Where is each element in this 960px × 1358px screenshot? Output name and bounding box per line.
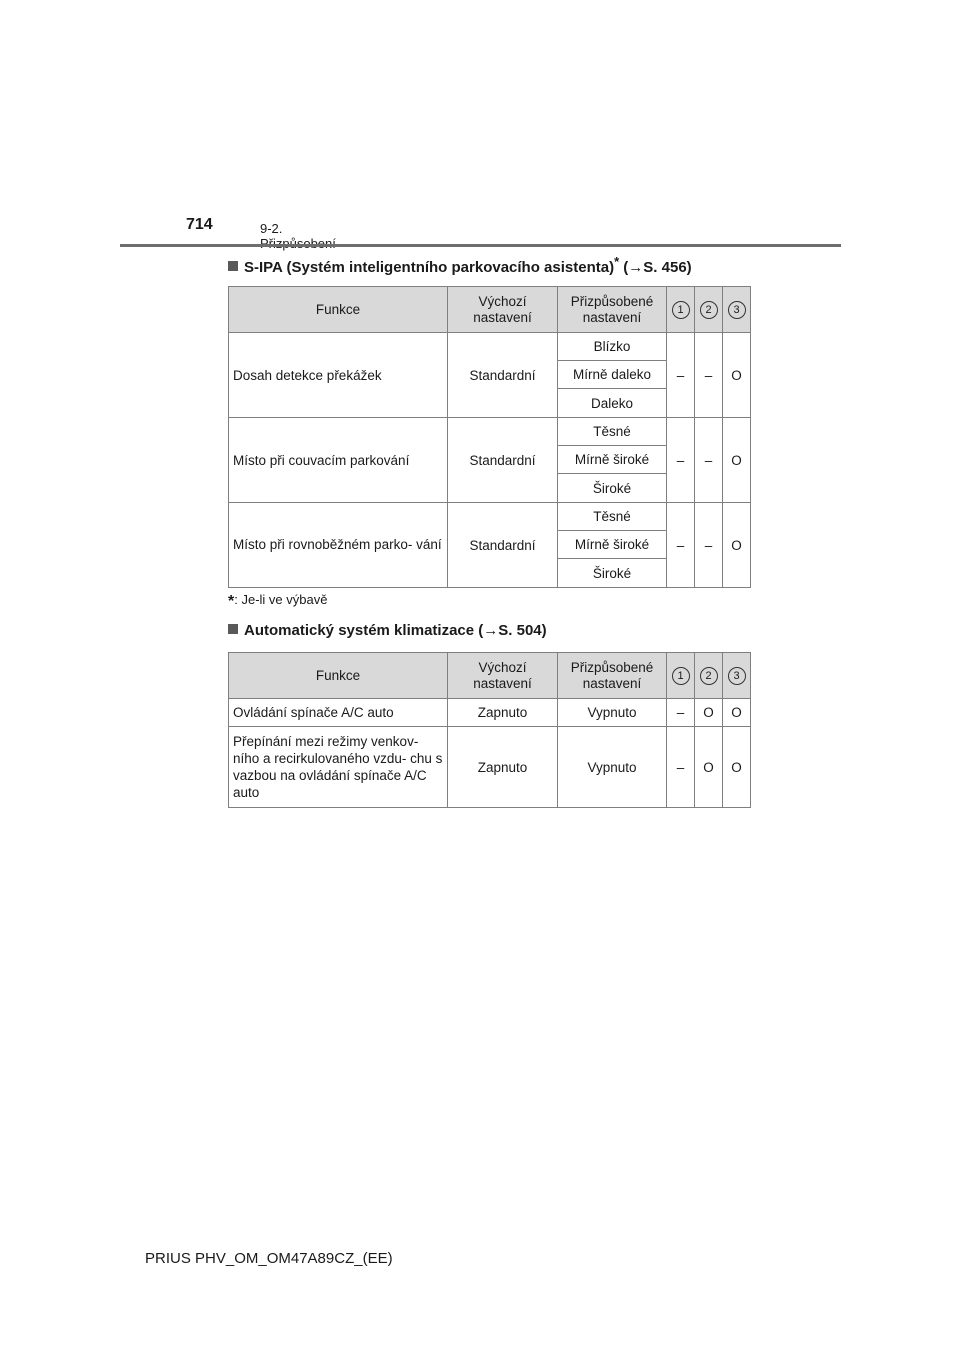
- mode3-cell: O: [723, 699, 751, 727]
- mode3-cell: O: [723, 503, 751, 588]
- custom-cell: Vypnuto: [558, 699, 667, 727]
- mode-2-icon: 2: [700, 667, 718, 685]
- mode3-cell: O: [723, 727, 751, 808]
- section-title-ac: [228, 622, 547, 639]
- mode1-cell: –: [667, 727, 695, 808]
- table-row: [229, 418, 751, 446]
- mode1-cell: –: [667, 503, 695, 588]
- mode1-cell: –: [667, 418, 695, 503]
- default-cell: Zapnuto: [448, 699, 558, 727]
- col-header-default: Výchozí nastavení: [448, 653, 558, 699]
- mode2-cell: O: [695, 699, 723, 727]
- default-cell: Zapnuto: [448, 727, 558, 808]
- function-cell: Místo při couvacím parkování: [229, 418, 448, 503]
- footnote: [228, 592, 327, 611]
- option-cell: Mírně široké: [558, 446, 667, 474]
- page-reference-link[interactable]: (→S. 504): [474, 622, 547, 639]
- default-cell: Standardní: [448, 333, 558, 418]
- table-row: [229, 503, 751, 531]
- option-cell: Daleko: [558, 389, 667, 418]
- table-row: [229, 727, 751, 808]
- mode2-cell: O: [695, 727, 723, 808]
- option-cell: Široké: [558, 474, 667, 503]
- square-bullet-icon: [228, 624, 238, 634]
- page-number: 714: [186, 216, 213, 233]
- col-header-mode3: [723, 287, 751, 333]
- col-header-function: Funkce: [229, 653, 448, 699]
- mode3-cell: O: [723, 333, 751, 418]
- mode1-cell: –: [667, 699, 695, 727]
- header-rule: [120, 244, 841, 247]
- square-bullet-icon: [228, 261, 238, 271]
- option-cell: Mírně široké: [558, 531, 667, 559]
- mode-3-icon: 3: [728, 667, 746, 685]
- mode-1-icon: 1: [672, 667, 690, 685]
- page-reference-link[interactable]: (→S. 456): [619, 259, 692, 276]
- mode2-cell: –: [695, 333, 723, 418]
- footnote-text: : Je-li ve výbavě: [234, 592, 328, 607]
- table-row: [229, 699, 751, 727]
- sipa-table: [228, 286, 751, 588]
- function-cell: Místo při rovnoběžném parko- vání: [229, 503, 448, 588]
- col-header-custom: Přizpůsobené nastavení: [558, 287, 667, 333]
- option-cell: Těsné: [558, 503, 667, 531]
- asterisk-mark: *: [614, 254, 620, 269]
- mode-3-icon: 3: [728, 301, 746, 319]
- table-header-row: [229, 287, 751, 333]
- mode2-cell: –: [695, 503, 723, 588]
- col-header-mode1: [667, 653, 695, 699]
- function-cell: Přepínání mezi režimy venkov- ního a recirkulovaného vzdu- chu s vazbou na ovládání spínače A/C auto: [229, 727, 448, 808]
- option-cell: Těsné: [558, 418, 667, 446]
- mode2-cell: –: [695, 418, 723, 503]
- col-header-mode1: [667, 287, 695, 333]
- option-cell: Blízko: [558, 333, 667, 361]
- default-cell: Standardní: [448, 503, 558, 588]
- ac-table: [228, 652, 751, 808]
- mode-1-icon: 1: [672, 301, 690, 319]
- default-cell: Standardní: [448, 418, 558, 503]
- section-title-text: S-IPA (Systém inteligentního parkovacího asistenta): [244, 259, 615, 276]
- chapter-title: 9-2.: [260, 221, 283, 236]
- page-footer: PRIUS PHV_OM_OM47A89CZ_(EE): [145, 1250, 393, 1267]
- col-header-custom: Přizpůsobené nastavení: [558, 653, 667, 699]
- col-header-default: Výchozí nastavení: [448, 287, 558, 333]
- custom-cell: Vypnuto: [558, 727, 667, 808]
- mode1-cell: –: [667, 333, 695, 418]
- function-cell: Dosah detekce překážek: [229, 333, 448, 418]
- option-cell: Široké: [558, 559, 667, 588]
- function-cell: Ovládání spínače A/C auto: [229, 699, 448, 727]
- col-header-function: Funkce: [229, 287, 448, 333]
- mode3-cell: O: [723, 418, 751, 503]
- option-cell: Mírně daleko: [558, 361, 667, 389]
- col-header-mode2: [695, 653, 723, 699]
- mode-2-icon: 2: [700, 301, 718, 319]
- section-title-sipa: [228, 254, 692, 276]
- col-header-mode2: [695, 287, 723, 333]
- table-header-row: [229, 653, 751, 699]
- section-title-text: Automatický systém klimatizace: [244, 622, 475, 639]
- footnote-mark: *: [228, 593, 235, 610]
- table-row: [229, 333, 751, 361]
- col-header-mode3: [723, 653, 751, 699]
